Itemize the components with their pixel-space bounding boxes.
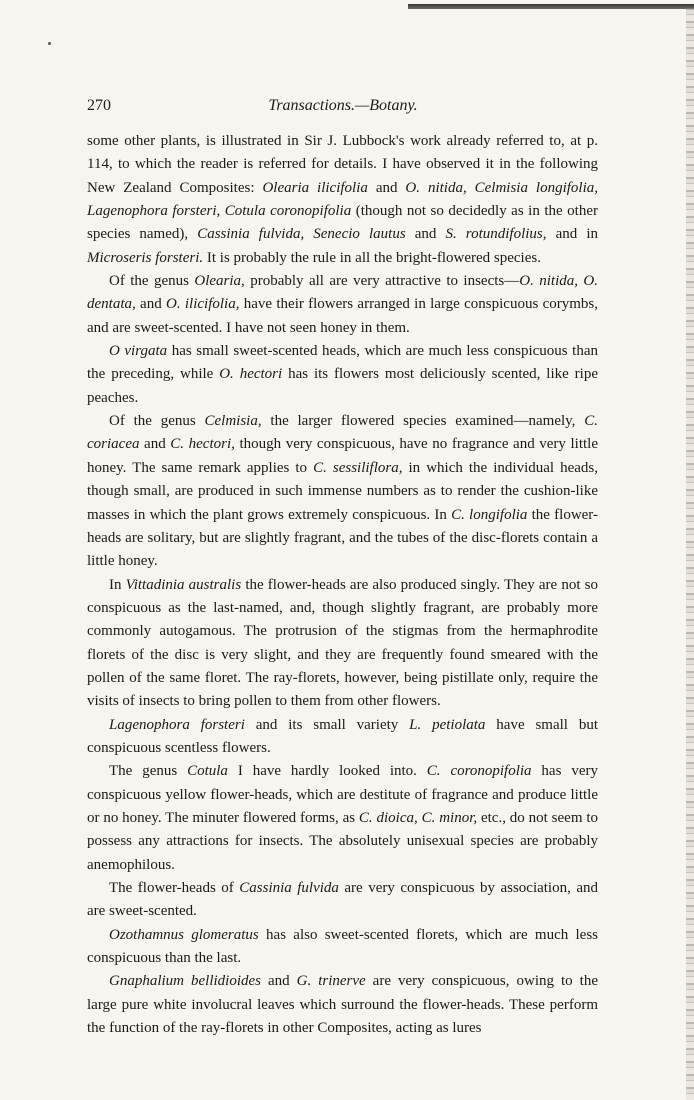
scan-edge-top: [408, 4, 694, 9]
italic-text-run: Gnaphalium bellidioides: [109, 973, 261, 990]
text-run: has also sweet-scented florets, which are much less conspicuous than the last.: [87, 926, 598, 967]
italic-text-run: C. sessiliflora,: [313, 459, 403, 476]
text-run: in which the individual heads, though small, are produced in such immense numbers as to render the cushion-like masses in which the plant grows extremely conspicuous. In: [87, 459, 598, 523]
italic-text-run: C. hectori,: [170, 436, 235, 453]
text-run: Of the genus: [109, 273, 195, 290]
italic-text-run: Ozothamnus glomeratus: [109, 926, 259, 943]
italic-text-run: Lagenophora forsteri: [109, 716, 245, 733]
page-number: 270: [87, 97, 111, 114]
italic-text-run: Cassinia fulvida, Senecio lautus: [197, 226, 406, 243]
text-run: and: [135, 296, 166, 313]
italic-text-run: O. nitida, Celmisia longifolia, Lagenophora forsteri, Cotula coronopifolia: [87, 179, 598, 220]
text-run: (though not so decidedly as in the other species named),: [87, 203, 598, 243]
text-run: the flower-heads are solitary, but are slightly fragrant, and the tubes of the disc-florets contain a little honey.: [87, 506, 598, 570]
italic-text-run: Cassinia fulvida: [239, 880, 339, 896]
text-run: It is probably the rule in all the bright-flowered species.: [203, 249, 541, 266]
italic-text-run: O. ilicifolia,: [166, 296, 240, 313]
text-run: have small but conspicuous scentless flowers.: [87, 716, 598, 756]
italic-text-run: Microseris forsteri.: [87, 249, 204, 266]
text-run: and: [405, 226, 446, 243]
italic-text-run: C. dioica, C. minor,: [358, 809, 478, 826]
text-run: Of the genus: [109, 413, 205, 430]
text-run: are very conspicuous by association, and are sweet-scented.: [87, 880, 598, 920]
text-run: and in: [546, 226, 598, 243]
italic-text-run: Cotula: [187, 763, 228, 780]
scan-speck: [48, 42, 51, 45]
text-run: are very conspicuous, owing to the large pure white involucral leaves which surround the flower-heads. These perform the function of the ray-florets in other Composites, acting as lures: [87, 973, 598, 1037]
running-header: [87, 97, 599, 119]
italic-text-run: O. nitida, O. dentata,: [87, 273, 598, 313]
text-run: probably all are very attractive to insects—: [244, 273, 520, 290]
italic-text-run: C. coriacea: [87, 413, 598, 453]
italic-text-run: G. trinerve: [296, 973, 366, 990]
paragraph: [87, 714, 598, 761]
text-run: has very conspicuous yellow flower-heads, which are destitute of fragrance and produce little or no honey. The minuter flowered forms, as: [87, 763, 598, 826]
running-title: Transactions.—Botany.: [268, 97, 418, 114]
text-run: the flower-heads are also produced singly. They are not so conspicuous as the last-named, and, though slightly fragrant, are probably more commonly autogamous. The protrusion of the stigmas from the hermaphrodite florets of the disc is very slight, and they are frequently found smeared with the pollen of the same floret. The ray-florets, however, being pistillate only, require the visits of insects to bring pollen to them from other flowers.: [87, 576, 598, 710]
italic-text-run: L. petiolata: [409, 716, 486, 733]
paragraph: [87, 270, 598, 340]
paragraph: [87, 340, 598, 410]
paragraph: [87, 130, 598, 270]
italic-text-run: C. coronopifolia: [426, 763, 532, 780]
paragraph: [87, 760, 598, 877]
italic-text-run: S. rotundifolius,: [445, 226, 547, 243]
text-run: has its flowers most deliciously scented, like ripe peaches.: [87, 366, 598, 406]
text-run: and: [139, 436, 171, 453]
text-run: The genus: [109, 763, 188, 780]
text-run: the larger flowered species examined—namely,: [261, 413, 585, 430]
text-run: and its small variety: [244, 716, 410, 733]
italic-text-run: O virgata: [109, 343, 168, 360]
body-text: [87, 130, 598, 1040]
italic-text-run: Celmisia,: [204, 413, 262, 430]
paragraph: [87, 410, 598, 573]
italic-text-run: Olearia,: [194, 273, 245, 290]
paragraph: [87, 574, 598, 714]
text-run: and: [367, 179, 406, 196]
text-run: some other plants, is illustrated in Sir J. Lubbock's work already referred to, at p. 114, to which the reader is referred for details. I have observed it in the following New Zealand Composites:: [87, 133, 598, 196]
text-run: though very conspicuous, have no fragrance and very little honey. The same remark applies to: [87, 436, 598, 476]
text-run: The flower-heads of: [109, 880, 240, 896]
text-run: etc., do not seem to possess any attractions for insects. The absolutely unisexual species are probably anemophilous.: [87, 809, 598, 873]
text-run: has small sweet-scented heads, which are much less conspicuous than the preceding, while: [87, 343, 598, 383]
text-run: In: [109, 576, 126, 593]
scan-edge-right: [686, 8, 694, 1100]
italic-text-run: C. longifolia: [451, 506, 528, 523]
italic-text-run: Olearia ilicifolia: [262, 179, 368, 196]
text-run: and: [260, 973, 297, 990]
paragraph: [87, 924, 598, 971]
paragraph: [87, 877, 598, 924]
text-run: I have hardly looked into.: [227, 763, 427, 780]
text-run: have their flowers arranged in large conspicuous corymbs, and are sweet-scented. I have not seen honey in them.: [87, 296, 598, 336]
paragraph: [87, 970, 598, 1040]
italic-text-run: O. hectori: [219, 366, 283, 383]
italic-text-run: Vittadinia australis: [125, 576, 242, 593]
